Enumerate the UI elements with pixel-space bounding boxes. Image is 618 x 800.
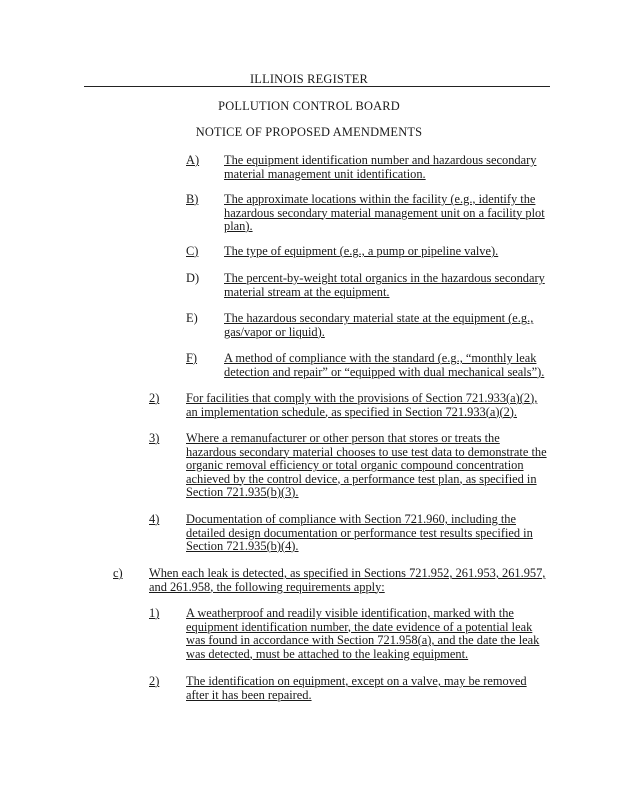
register-title: ILLINOIS REGISTER bbox=[249, 72, 368, 86]
sub-item-text: The hazardous secondary material state at the equipment (e.g., gas/vapor or liquid). bbox=[224, 311, 534, 339]
sub-item-text: The type of equipment (e.g., a pump or pipeline valve). bbox=[224, 244, 499, 258]
sub-item-e bbox=[186, 312, 550, 339]
numbered-item-label: 2) bbox=[149, 391, 160, 405]
notice-title: NOTICE OF PROPOSED AMENDMENTS bbox=[195, 125, 423, 139]
sub-item-d bbox=[186, 272, 550, 299]
sub-item-text: The approximate locations within the facility (e.g., identify the hazardous secondary material management unit on a facility plot plan). bbox=[224, 192, 545, 233]
numbered-item-2 bbox=[149, 392, 550, 419]
sub-item-label: F) bbox=[186, 351, 198, 365]
numbered-item-text: Documentation of compliance with Section 721.960, including the detailed design documentation or performance test results specified in Section 721.935(b)(4). bbox=[186, 512, 533, 553]
c-item-1 bbox=[149, 607, 550, 661]
sub-item-text: The equipment identification number and hazardous secondary material management unit identification. bbox=[224, 153, 537, 181]
sub-item-label: B) bbox=[186, 192, 199, 206]
c-item-label: 2) bbox=[149, 674, 160, 688]
sub-item-text: The percent-by-weight total organics in the hazardous secondary material stream at the equipment. bbox=[224, 271, 545, 299]
section-c-label: c) bbox=[113, 566, 123, 580]
c-item-2 bbox=[149, 675, 550, 702]
numbered-item-label: 3) bbox=[149, 431, 160, 445]
sub-item-label: E) bbox=[186, 311, 198, 325]
numbered-item-label: 4) bbox=[149, 512, 160, 526]
numbered-item-text: For facilities that comply with the provisions of Section 721.933(a)(2), an implementation schedule, as specified in Section 721.933(a)(2). bbox=[186, 391, 538, 419]
numbered-item-3 bbox=[149, 432, 550, 500]
sub-item-f bbox=[186, 352, 550, 379]
board-title: POLLUTION CONTROL BOARD bbox=[218, 99, 400, 113]
section-c bbox=[113, 567, 550, 594]
sub-item-label: A) bbox=[186, 153, 200, 167]
c-item-label: 1) bbox=[149, 606, 160, 620]
sub-item-a bbox=[186, 154, 550, 181]
sub-item-label: C) bbox=[186, 244, 199, 258]
sub-item-b bbox=[186, 193, 550, 234]
sub-item-text: A method of compliance with the standard (e.g., “monthly leak detection and repair” or “equipped with dual mechanical seals”). bbox=[224, 351, 545, 379]
numbered-item-4 bbox=[149, 513, 550, 554]
sub-item-label: D) bbox=[186, 271, 200, 285]
sub-item-c bbox=[186, 245, 550, 259]
c-item-text: A weatherproof and readily visible identification, marked with the equipment identification number, the date evidence of a potential leak was found in accordance with Section 721.958(a), and the date the leak was detected, must be attached to the leaking equipment. bbox=[186, 606, 540, 661]
numbered-item-text: Where a remanufacturer or other person that stores or treats the hazardous secondary material chooses to use test data to demonstrate the organic removal efficiency or total organic compound concentration achieved by the control device, a performance test plan, as specified in Section 721.935(b)(3). bbox=[186, 431, 547, 499]
section-c-text: When each leak is detected, as specified in Sections 721.952, 261.953, 261.957, and 261.958, the following requirements apply: bbox=[149, 566, 546, 594]
c-item-text: The identification on equipment, except on a valve, may be removed after it has been repaired. bbox=[186, 674, 527, 702]
